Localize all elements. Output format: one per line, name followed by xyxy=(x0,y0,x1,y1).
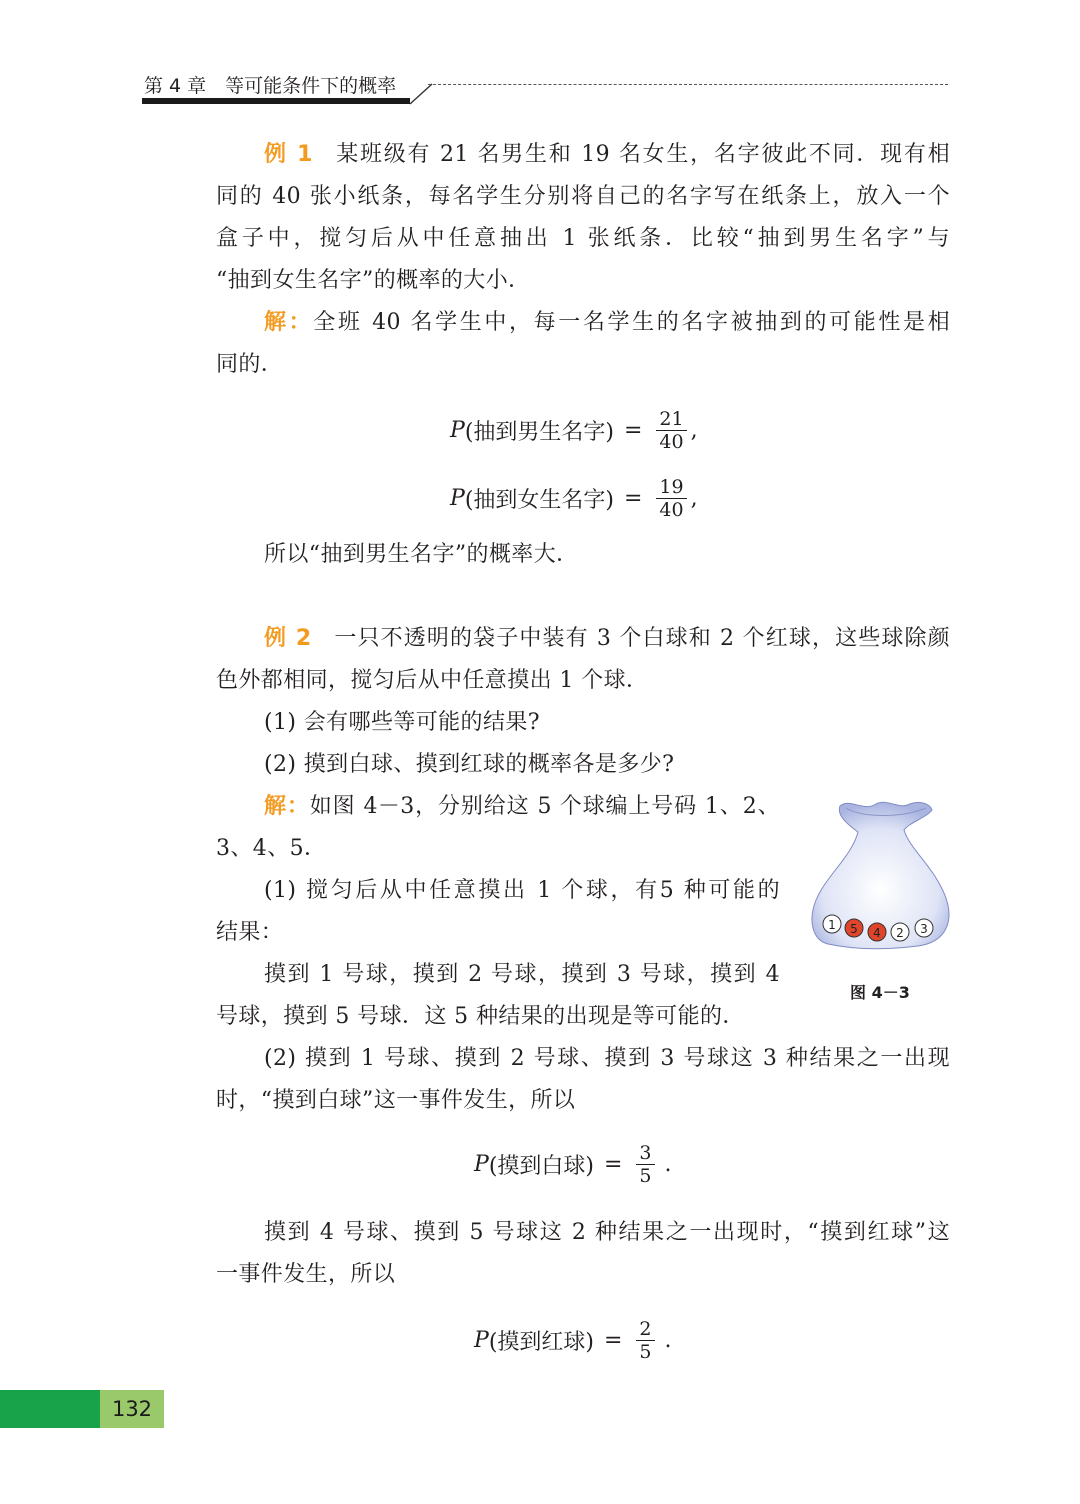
example2-part1-line-2: 结果： xyxy=(216,920,284,945)
example2-label: 例 2 xyxy=(264,626,312,651)
example1-line-2: 同的 40 张小纸条，每名学生分别将自己的名字写在纸条上，放入一个 xyxy=(216,184,950,209)
fraction: $\frac{2}{5}$ xyxy=(636,1318,654,1363)
example1-conclusion: 所以“抽到男生名字”的概率大． xyxy=(264,542,579,567)
example2-part2-line-4: 一事件发生，所以 xyxy=(216,1262,396,1287)
ball-4 xyxy=(868,923,886,941)
bag-illustration xyxy=(806,794,956,954)
header-underline xyxy=(142,98,410,104)
fraction: $\frac{21}{40}$ xyxy=(656,408,686,453)
example2-question-2: (2) 摸到白球、摸到红球的概率各是多少? xyxy=(264,752,675,777)
formula-girls: P (抽到女生名字) = $\frac{19}{40}$ , xyxy=(450,475,698,521)
page-number: 132 xyxy=(100,1390,164,1428)
example2-question-1: (1) 会有哪些等可能的结果? xyxy=(264,710,540,735)
svg-text:1: 1 xyxy=(828,918,836,932)
formula-red-ball: P (摸到红球) = $\frac{2}{5}$ . xyxy=(474,1317,672,1363)
chapter-header: 第 4 章 等可能条件下的概率 xyxy=(144,75,397,97)
formula-white-ball: P (摸到白球) = $\frac{3}{5}$ . xyxy=(474,1141,672,1187)
example2-part1-line-1: (1) 搅匀后从中任意摸出 1 个球，有5 种可能的 xyxy=(264,878,780,903)
example2-part2-line-2: 时，“摸到白球”这一事件发生，所以 xyxy=(216,1088,576,1113)
svg-text:3: 3 xyxy=(920,922,928,936)
svg-text:5: 5 xyxy=(850,922,858,936)
fraction: $\frac{3}{5}$ xyxy=(636,1142,654,1187)
ball-5 xyxy=(845,919,863,937)
formula-boys: P (抽到男生名字) = $\frac{21}{40}$ , xyxy=(450,407,698,453)
example1-line-1: 例 1 某班级有 21 名男生和 19 名女生，名字彼此不同．现有相 xyxy=(264,142,950,167)
figure-caption: 图 4－3 xyxy=(850,983,910,1002)
example2-solution-line-2: 3、4、5． xyxy=(216,836,327,861)
example2-part2-line-1: (2) 摸到 1 号球、摸到 2 号球、摸到 3 号球这 3 种结果之一出现 xyxy=(264,1046,950,1071)
example1-solution-line-1: 解：全班 40 名学生中，每一名学生的名字被抽到的可能性是相 xyxy=(264,310,950,335)
example1-label: 例 1 xyxy=(264,142,313,167)
example2-part1-line-3: 摸到 1 号球，摸到 2 号球，摸到 3 号球，摸到 4 xyxy=(264,962,780,987)
example2-line-1: 例 2 一只不透明的袋子中装有 3 个白球和 2 个红球，这些球除颜 xyxy=(264,626,950,651)
svg-text:2: 2 xyxy=(896,926,904,940)
ball-1 xyxy=(823,915,841,933)
example2-part2-line-3: 摸到 4 号球、摸到 5 号球这 2 种结果之一出现时，“摸到红球”这 xyxy=(264,1220,950,1245)
footer-green-strip xyxy=(0,1390,100,1428)
example1-line-4: “抽到女生名字”的概率的大小． xyxy=(216,268,531,293)
ball-2 xyxy=(891,923,909,941)
header-dashed-rule xyxy=(428,84,948,85)
ball-3 xyxy=(915,919,933,937)
example2-line-2: 色外都相同，搅匀后从中任意摸出 1 个球． xyxy=(216,668,649,693)
example2-solution-label: 解： xyxy=(264,794,310,819)
example2-solution-line-1: 解：如图 4－3，分别给这 5 个球编上号码 1、2、 xyxy=(264,794,780,819)
example1-solution-line-2: 同的． xyxy=(216,352,284,377)
example1-solution-label: 解： xyxy=(264,310,314,335)
fraction: $\frac{19}{40}$ xyxy=(656,476,686,521)
svg-text:4: 4 xyxy=(873,926,881,940)
example2-part1-line-4: 号球，摸到 5 号球．这 5 种结果的出现是等可能的． xyxy=(216,1004,745,1029)
example1-line-3: 盒子中，搅匀后从中任意抽出 1 张纸条．比较“抽到男生名字”与 xyxy=(216,226,950,251)
